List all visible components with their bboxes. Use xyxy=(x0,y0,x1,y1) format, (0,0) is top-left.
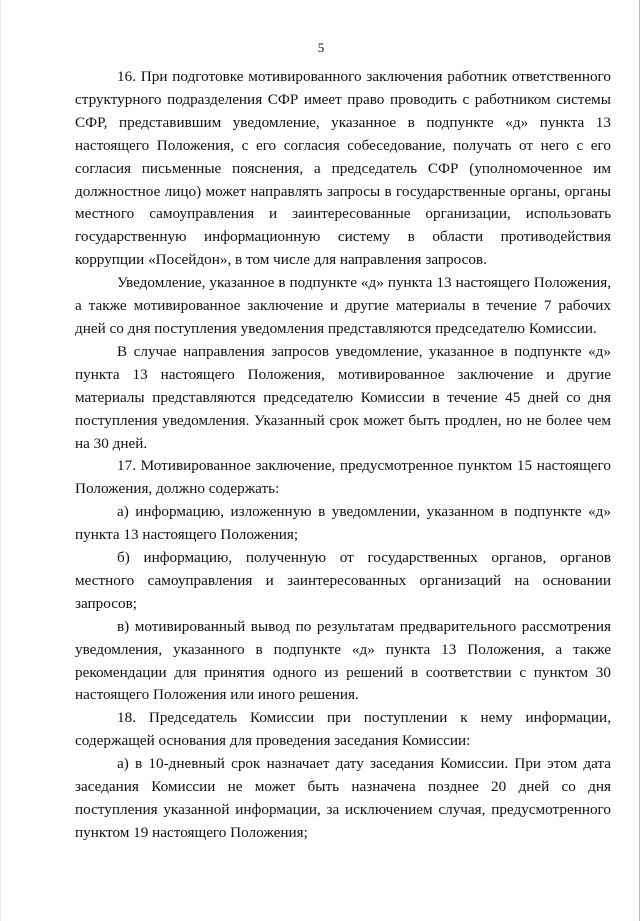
paragraph-18: 18. Председатель Комиссии при поступлении к нему информации, содержащей основания для проведения заседания Комиссии: xyxy=(75,709,611,750)
paragraph-17-a: а) информацию, изложенную в уведомлении, указанном в подпункте «д» пункта 13 настоящего Положения; xyxy=(75,503,611,544)
paragraph-requests: В случае направления запросов уведомление, указанное в подпункте «д» пункта 13 настоящего Положения, мотивированное заключение и другие материалы представляются председателю Комиссии в течение 45 дней со дня поступления уведомления. Указанный срок может быть продлен, но не более чем на 30 дней. xyxy=(75,342,611,452)
document-body xyxy=(75,66,611,845)
paragraph-16: 16. При подготовке мотивированного заключения работник ответственного структурного подразделения СФР имеет право проводить с работником системы СФР, представившим уведомление, указанное в подпункте «д» пункта 13 настоящего Положения, с его согласия собеседование, получать от него с его согласия письменные пояснения, а председатель СФР (уполномоченное им должностное лицо) может направлять запросы в государственные органы, органы местного самоуправления и заинтересованные организации, использовать государственную информационную систему в области противодействия коррупции «Посейдон», в том числе для направления запросов. xyxy=(75,68,611,269)
paragraph-17-b: б) информацию, полученную от государственных органов, органов местного самоуправления и заинтересованных организаций на основании запросов; xyxy=(75,549,611,612)
paragraph-17-v: в) мотивированный вывод по результатам предварительного рассмотрения уведомления, указанного в подпункте «д» пункта 13 Положения, а также рекомендации для принятия одного из решений в соответствии с пунктом 30 настоящего Положения или иного решения. xyxy=(75,617,611,704)
paragraph-notification: Уведомление, указанное в подпункте «д» пункта 13 настоящего Положения, а также мотивированное заключение и другие материалы в течение 7 рабочих дней со дня поступления уведомления представляются председателю Комиссии. xyxy=(75,274,611,337)
page-number: 5 xyxy=(317,40,325,55)
paragraph-17: 17. Мотивированное заключение, предусмотренное пунктом 15 настоящего Положения, должно содержать: xyxy=(75,457,611,498)
paragraph-18-a: а) в 10-дневный срок назначает дату заседания Комиссии. При этом дата заседания Комиссии не может быть назначена позднее 20 дней со дня поступления указанной информации, за исключением случая, предусмотренного пунктом 19 настоящего Положения; xyxy=(75,755,611,841)
